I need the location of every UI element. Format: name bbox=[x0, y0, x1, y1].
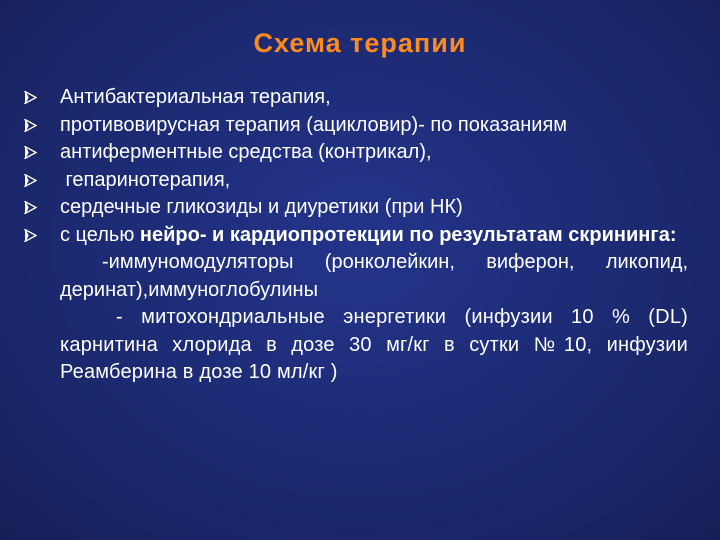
arrowhead-bullet-icon bbox=[20, 194, 40, 221]
list-item-text: антиферментные средства (контрикал), bbox=[60, 141, 432, 163]
list-item bbox=[20, 112, 688, 140]
sub-item-mitochondrial bbox=[20, 304, 688, 387]
list-item bbox=[20, 194, 688, 222]
list-item bbox=[20, 84, 688, 112]
arrowhead-bullet-icon bbox=[20, 139, 40, 166]
list-item-bold-text: нейро- и кардиопротекции по результатам скрининга: bbox=[139, 223, 677, 246]
sub-item-text: -иммуномодуляторы (ронколейкин, виферон, ликопид, деринат),иммуноглобулины bbox=[60, 251, 688, 301]
list-item bbox=[20, 167, 688, 195]
list-item-text: Антибактериальная терапия, bbox=[60, 86, 331, 108]
sub-item-immunomodulators bbox=[20, 249, 688, 304]
slide-title: Схема терапии bbox=[253, 28, 467, 58]
therapy-list bbox=[20, 84, 688, 387]
arrowhead-bullet-icon bbox=[20, 222, 40, 249]
list-item-prefix: с целью bbox=[60, 223, 140, 246]
arrowhead-bullet-icon bbox=[20, 84, 40, 111]
list-item-text: гепаринотерапия, bbox=[60, 168, 231, 191]
list-item-text: противовирусная терапия (ацикловир)- по показаниям bbox=[60, 113, 568, 136]
list-item bbox=[20, 222, 688, 250]
sub-item-text: - митохондриальные энергетики (инфузии 10 % (DL) карнитина хлорида в дозе 30 мг/кг в сутки №10, инфузии Реамберина в дозе 10 мл/кг ) bbox=[60, 306, 688, 383]
list-item bbox=[20, 139, 688, 167]
arrowhead-bullet-icon bbox=[20, 112, 40, 139]
list-item-text: сердечные гликозиды и диуретики (при НК) bbox=[60, 196, 463, 218]
arrowhead-bullet-icon bbox=[20, 167, 40, 194]
